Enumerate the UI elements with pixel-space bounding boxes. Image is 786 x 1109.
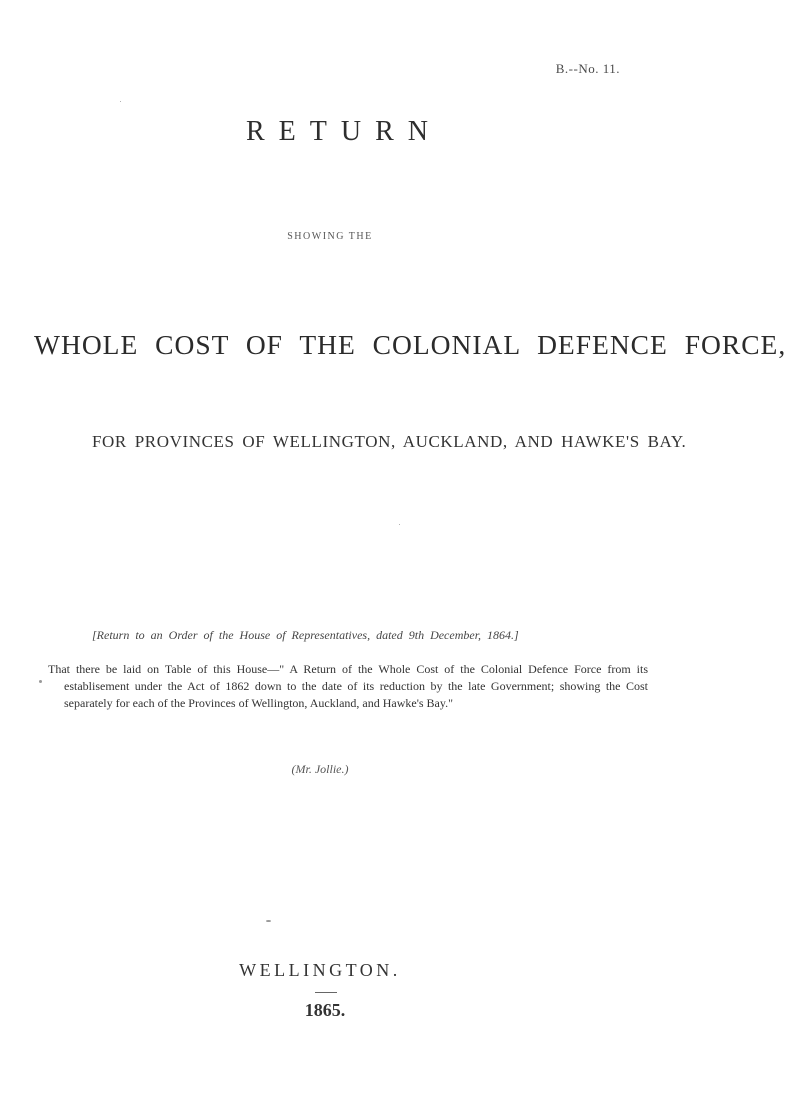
motion-paragraph xyxy=(48,661,648,712)
showing-caption: SHOWING THE xyxy=(287,231,373,242)
scan-speck xyxy=(120,101,121,102)
imprint-divider xyxy=(315,992,337,993)
scan-speck xyxy=(399,524,400,525)
document-reference: B.--No. 11. xyxy=(555,61,620,76)
main-title: WHOLE COST OF THE COLONIAL DEFENCE FORCE, xyxy=(34,329,786,360)
mover-name: (Mr. Jollie.) xyxy=(291,762,349,776)
order-text: Return to an Order of the House of Representatives, dated 9th December, 1864. xyxy=(96,628,515,642)
scan-speck xyxy=(266,920,271,922)
order-bracket-close: ] xyxy=(514,628,519,642)
scan-speck xyxy=(39,680,42,683)
order-note xyxy=(92,628,519,643)
return-heading: RETURN xyxy=(246,116,442,147)
motion-text: That there be laid on Table of this House—" A Return of the Whole Cost of the Colonial Defence Force from its establisement under the Act of 1862 down to the date of its reduction by the late Government; showing the Cost separately for each of the Provinces of Wellington, Auckland, and Hawke's Bay." xyxy=(48,662,648,710)
order-bracket-open: [ xyxy=(92,628,97,642)
imprint-place: WELLINGTON. xyxy=(239,960,401,980)
imprint-year: 1865. xyxy=(304,1000,346,1020)
provinces-subtitle: FOR PROVINCES OF WELLINGTON, AUCKLAND, AND HAWKE'S BAY. xyxy=(92,432,687,451)
